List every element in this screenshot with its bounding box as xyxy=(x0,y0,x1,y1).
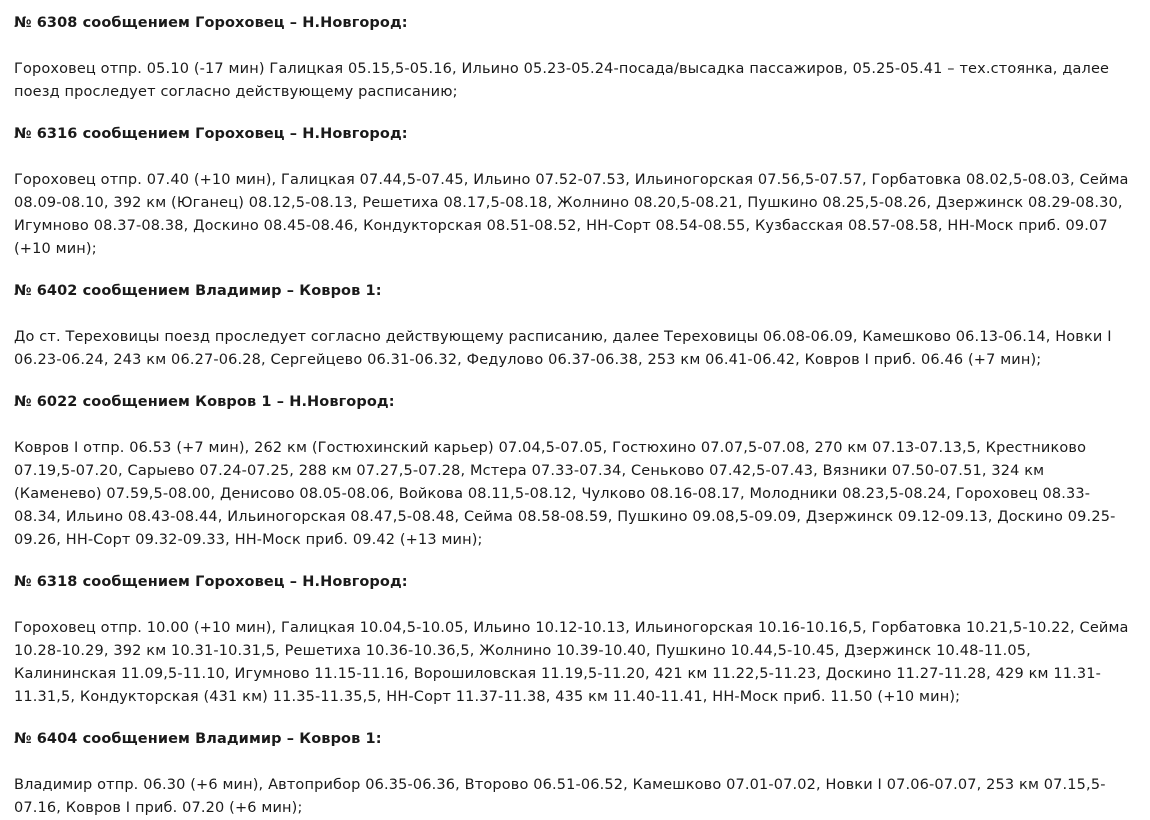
notice-6308 xyxy=(14,13,1136,124)
notice-6402 xyxy=(14,281,1136,392)
train-title: № 6318 сообщением Гороховец – Н.Новгород: xyxy=(14,574,408,590)
train-schedule-text: Гороховец отпр. 05.10 (-17 мин) Галицкая 05.15,5-05.16, Ильино 05.23-05.24-посада/высадка пассажиров, 05.25-05.41 – тех.стоянка, далее поезд проследует согласно действующему расписанию; xyxy=(14,61,1110,100)
train-schedule-text: До ст. Тереховицы поезд проследует согласно действующему расписанию, далее Тереховицы 06.08-06.09, Камешково 06.13-06.14, Новки I 06.23-06.24, 243 км 06.27-06.28, Сергейцево 06.31-06.32, Федулово 06.37-06.38, 253 км 06.41-06.42, Ковров I приб. 06.46 (+7 мин); xyxy=(14,329,1112,368)
notice-6404 xyxy=(14,729,1136,820)
notice-6316 xyxy=(14,124,1136,281)
train-title: № 6404 сообщением Владимир – Ковров 1: xyxy=(14,731,382,747)
notice-6318 xyxy=(14,572,1136,729)
notice-6022 xyxy=(14,392,1136,572)
train-title: № 6316 сообщением Гороховец – Н.Новгород: xyxy=(14,126,408,142)
train-schedule-text: Ковров I отпр. 06.53 (+7 мин), 262 км (Гостюхинский карьер) 07.04,5-07.05, Гостюхино 07.07,5-07.08, 270 км 07.13-07.13,5, Крестниково 07.19,5-07.20, Сарыево 07.24-07.25, 288 км 07.27,5-07.28, Мстера 07.33-07.34, Сеньково 07.42,5-07.43, Вязники 07.50-07.51, 324 км (Каменево) 07.59,5-08.00, Денисово 08.05-08.06, Войкова 08.11,5-08.12, Чулково 08.16-08.17, Молодники 08.23,5-08.24, Гороховец 08.33-08.34, Ильино 08.43-08.44, Ильиногорская 08.47,5-08.48, Сейма 08.58-08.59, Пушкино 09.08,5-09.09, Дзержинск 09.12-09.13, Доскино 09.25-09.26, НН-Сорт 09.32-09.33, НН-Моск приб. 09.42 (+13 мин); xyxy=(14,440,1116,548)
train-title: № 6308 сообщением Гороховец – Н.Новгород: xyxy=(14,15,408,31)
train-schedule-text: Гороховец отпр. 07.40 (+10 мин), Галицкая 07.44,5-07.45, Ильино 07.52-07.53, Ильиногорская 07.56,5-07.57, Горбатовка 08.02,5-08.03, Сейма 08.09-08.10, 392 км (Юганец) 08.12,5-08.13, Решетиха 08.17,5-08.18, Жолнино 08.20,5-08.21, Пушкино 08.25,5-08.26, Дзержинск 08.29-08.30, Игумново 08.37-08.38, Доскино 08.45-08.46, Кондукторская 08.51-08.52, НН-Сорт 08.54-08.55, Кузбасская 08.57-08.58, НН-Моск приб. 09.07 (+10 мин); xyxy=(14,172,1129,257)
train-schedule-text: Гороховец отпр. 10.00 (+10 мин), Галицкая 10.04,5-10.05, Ильино 10.12-10.13, Ильиногорская 10.16-10.16,5, Горбатовка 10.21,5-10.22, Сейма 10.28-10.29, 392 км 10.31-10.31,5, Решетиха 10.36-10.36,5, Жолнино 10.39-10.40, Пушкино 10.44,5-10.45, Дзержинск 10.48-11.05, Калининская 11.09,5-11.10, Игумново 11.15-11.16, Ворошиловская 11.19,5-11.20, 421 км 11.22,5-11.23, Доскино 11.27-11.28, 429 км 11.31-11.31,5, Кондукторская (431 км) 11.35-11.35,5, НН-Сорт 11.37-11.38, 435 км 11.40-11.41, НН-Моск приб. 11.50 (+10 мин); xyxy=(14,620,1129,705)
schedule-notices xyxy=(14,13,1136,820)
train-schedule-text: Владимир отпр. 06.30 (+6 мин), Автоприбор 06.35-06.36, Второво 06.51-06.52, Камешково 07.01-07.02, Новки I 07.06-07.07, 253 км 07.15,5-07.16, Ковров I приб. 07.20 (+6 мин); xyxy=(14,777,1106,816)
train-title: № 6022 сообщением Ковров 1 – Н.Новгород: xyxy=(14,394,395,410)
train-title: № 6402 сообщением Владимир – Ковров 1: xyxy=(14,283,382,299)
